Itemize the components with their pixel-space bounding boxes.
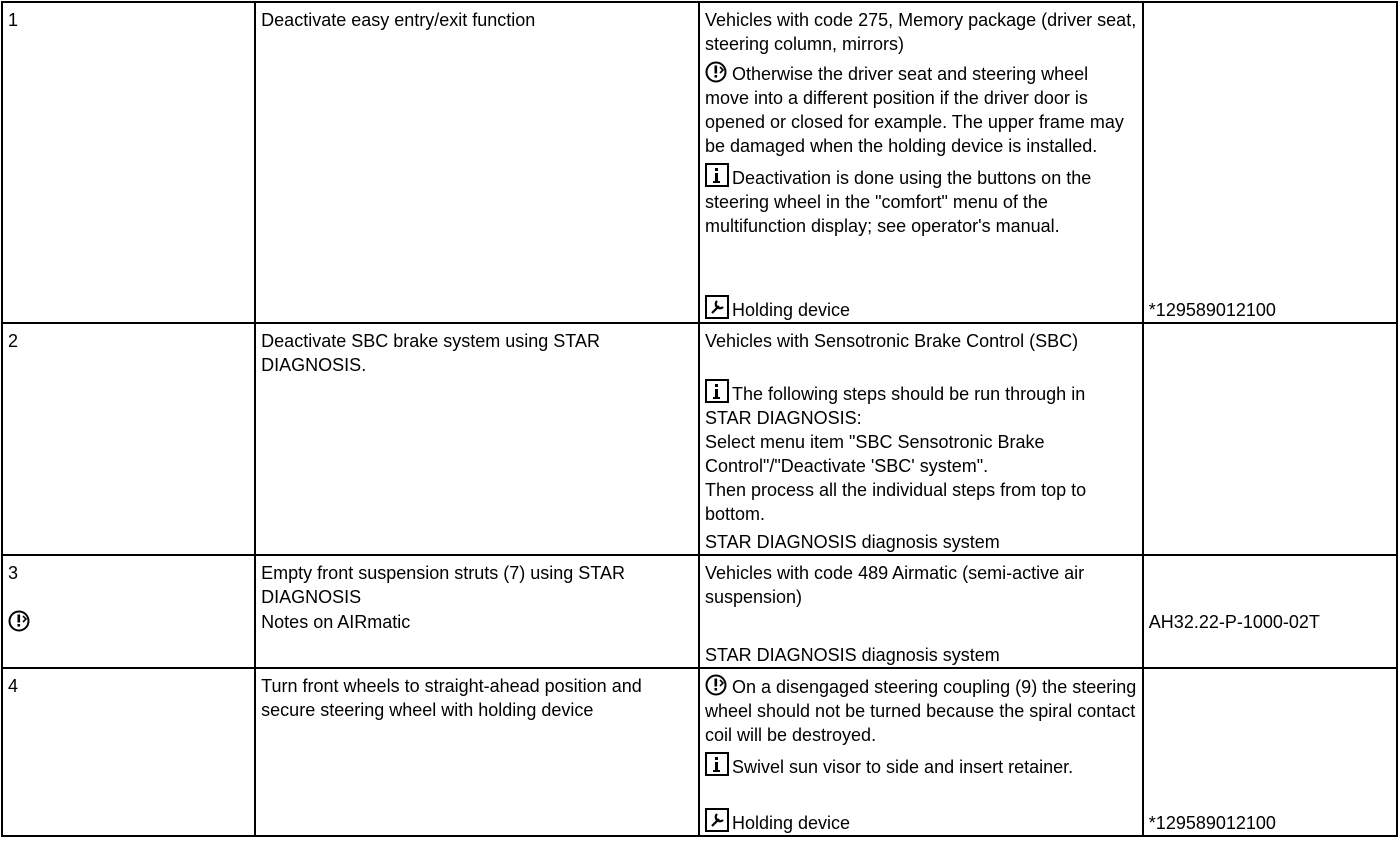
step-number: 1: [8, 10, 19, 30]
action-cell: [255, 2, 699, 323]
part-number: *129589012100: [1148, 813, 1276, 833]
warning-text: Otherwise the driver seat and steering wheel move into a different position if the driver door is opened or closed for example. The upper frame may be damaged when the holding device is installed.: [704, 64, 1124, 156]
step-number: 2: [8, 331, 19, 351]
info-icon: [705, 163, 729, 187]
notes-cell: [699, 323, 1143, 555]
system-text: STAR DIAGNOSIS diagnosis system: [704, 532, 1000, 552]
info-text: Swivel sun visor to side and insert retainer.: [731, 757, 1074, 777]
document-reference[interactable]: AH32.22-P-1000-02T: [1148, 612, 1320, 632]
info-note: [705, 379, 1137, 430]
warning-icon: [705, 61, 729, 83]
tool-text: Holding device: [731, 300, 851, 320]
condition-text: Vehicles with Sensotronic Brake Control (SBC): [704, 331, 1079, 351]
info-line: Select menu item "SBC Sensotronic Brake Control"/"Deactivate 'SBC' system".: [704, 432, 1045, 476]
step-action: Turn front wheels to straight-ahead position and secure steering wheel with holding device: [261, 676, 642, 720]
tool-note: [705, 808, 850, 835]
condition-text: Vehicles with code 275, Memory package (driver seat, steering column, mirrors): [704, 10, 1137, 54]
notes-cell: [699, 555, 1143, 668]
warning-text: On a disengaged steering coupling (9) the steering wheel should not be turned because the spiral contact coil will be destroyed.: [704, 677, 1137, 745]
info-text: The following steps should be run through in STAR DIAGNOSIS:: [704, 384, 1086, 428]
action-cell: [255, 555, 699, 668]
info-note: [705, 752, 1137, 779]
action-cell: [255, 668, 699, 836]
notes-cell: [699, 2, 1143, 323]
tool-icon: [705, 295, 729, 319]
warning-icon: [705, 674, 729, 696]
step-action: Empty front suspension struts (7) using STAR DIAGNOSIS: [261, 563, 625, 607]
step-number-cell: [2, 668, 255, 836]
reference-cell: [1143, 2, 1397, 323]
info-line: Then process all the individual steps from top to bottom.: [704, 480, 1087, 524]
reference-cell: [1143, 323, 1397, 555]
info-icon: [705, 379, 729, 403]
reference-cell: [1143, 668, 1397, 836]
tool-text: Holding device: [731, 813, 851, 833]
table-row: [2, 323, 1397, 555]
table-row: [2, 2, 1397, 323]
reference-cell: [1143, 555, 1397, 668]
tool-icon: [705, 808, 729, 832]
action-cell: [255, 323, 699, 555]
info-note: [705, 163, 1137, 238]
system-text: STAR DIAGNOSIS diagnosis system: [704, 645, 1000, 665]
condition-text: Vehicles with code 489 Airmatic (semi-active air suspension): [704, 563, 1085, 607]
part-number: *129589012100: [1148, 300, 1276, 320]
step-action: Deactivate SBC brake system using STAR DIAGNOSIS.: [261, 331, 600, 375]
step-number-cell: [2, 555, 255, 668]
step-number: 4: [8, 676, 19, 696]
step-number-cell: [2, 2, 255, 323]
step-number: 3: [8, 563, 19, 583]
warning-icon: [8, 610, 32, 638]
step-action: Deactivate easy entry/exit function: [261, 10, 536, 30]
table-row: [2, 668, 1397, 836]
warning-note: [705, 61, 1137, 158]
tool-note: [705, 295, 850, 322]
procedure-table: [1, 1, 1398, 837]
step-number-cell: [2, 323, 255, 555]
info-icon: [705, 752, 729, 776]
info-text: Deactivation is done using the buttons on the steering wheel in the "comfort" menu of the multifunction display; see operator's manual.: [704, 168, 1092, 236]
warning-note: [705, 674, 1137, 747]
table-row: [2, 555, 1397, 668]
airmatic-notes-link[interactable]: Notes on AIRmatic: [261, 612, 411, 632]
notes-cell: [699, 668, 1143, 836]
